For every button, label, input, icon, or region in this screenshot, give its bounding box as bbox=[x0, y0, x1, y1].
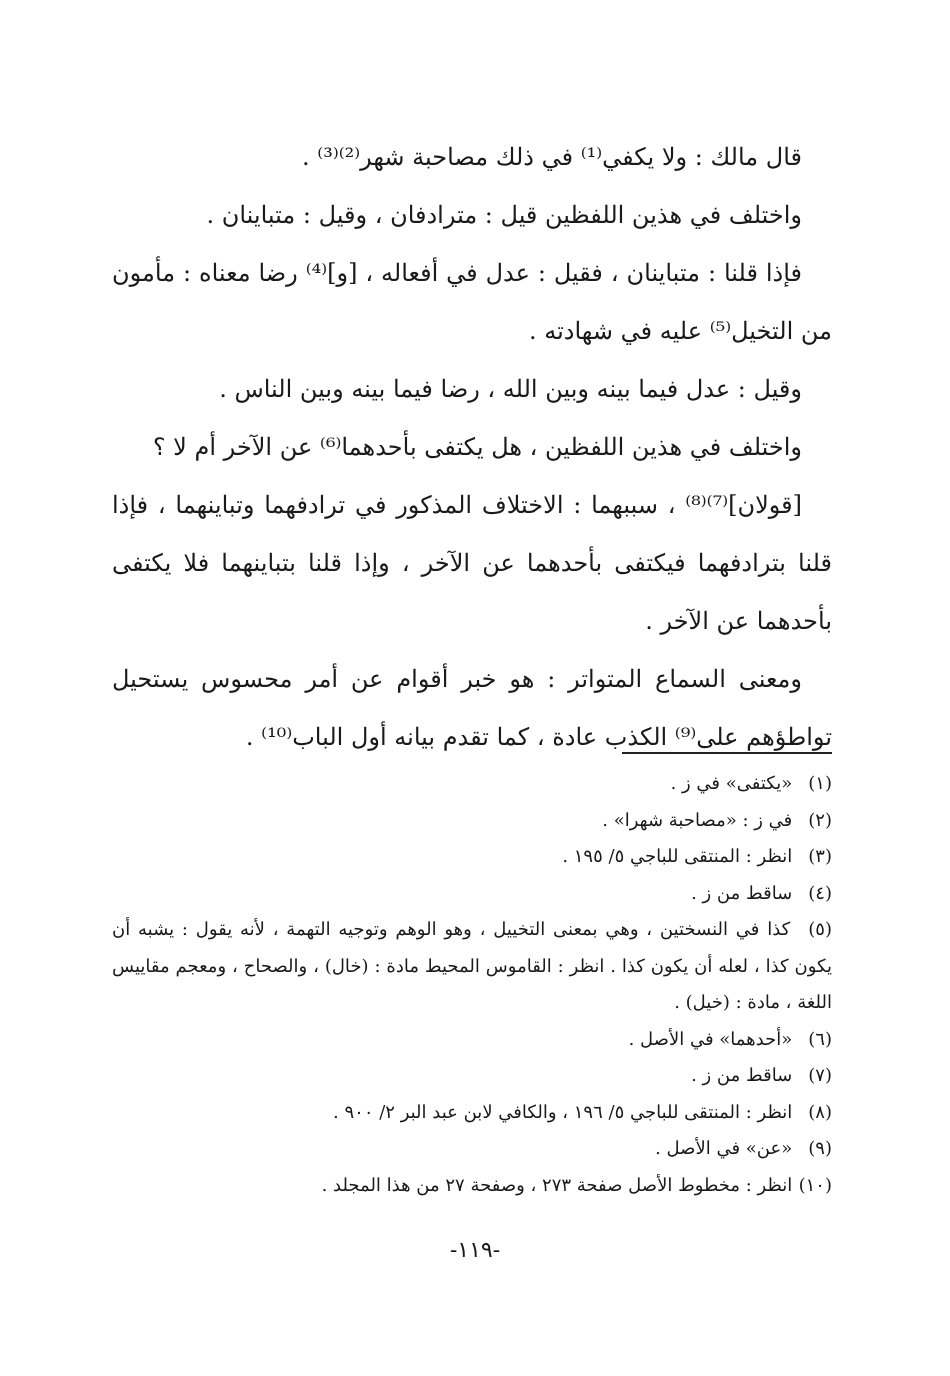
footnote bbox=[112, 839, 832, 876]
footnote-text: انظر : المنتقى للباجي ٥/ ١٩٦ ، والكافي لابن عبد البر ٢/ ٩٠٠ . bbox=[333, 1101, 793, 1123]
footnote-number: (٥) bbox=[808, 919, 832, 940]
footnote-number: (٧) bbox=[808, 1065, 832, 1086]
footnote-number: (٢) bbox=[808, 809, 832, 831]
footnote bbox=[112, 912, 832, 1022]
footnote-text: كذا في النسختين ، وهي بمعنى التخييل ، وهو الوهم وتوجيه التهمة ، لأنه يقول : يشبه أن يكون كذا ، لعله أن يكون كذا . انظر : القاموس المحيط مادة : (خال) ، والصحاح ، ومعجم مقاييس اللغة ، مادة : (خيل) . bbox=[112, 919, 832, 1013]
paragraph: واختلف في هذين اللفظين قيل : مترادفان ، وقيل : متباينان . bbox=[206, 201, 802, 229]
footnote-text: «يكتفى» في ز . bbox=[670, 773, 793, 794]
footnote bbox=[112, 1168, 832, 1205]
footnote-number: (٨) bbox=[808, 1101, 832, 1123]
footnote bbox=[112, 766, 832, 803]
footnote-number: (٣) bbox=[808, 846, 832, 867]
footnote bbox=[112, 1131, 832, 1168]
footnote-number: (١٠) bbox=[798, 1174, 832, 1196]
paragraph: [قولان]⁽⁷⁾⁽⁸⁾ ، سببهما : الاختلاف المذكور في ترادفهما وتباينهما ، فإذا قلنا بترادفهما فيكتفى بأحدهما عن الآخر ، وإذا قلنا بتباينهما فلا يكتفى بأحدهما عن الآخر . bbox=[112, 491, 832, 635]
footnote-text: «عن» في الأصل . bbox=[655, 1138, 793, 1159]
footnote-number: (٩) bbox=[808, 1138, 832, 1159]
page-number: -١١٩- bbox=[449, 1238, 501, 1263]
footnote-text: ساقط من ز . bbox=[691, 1065, 793, 1086]
footnote-number: (٦) bbox=[808, 1028, 832, 1050]
footnote-divider bbox=[622, 752, 832, 754]
footnote bbox=[112, 1058, 832, 1095]
paragraph: فإذا قلنا : متباينان ، فقيل : عدل في أفعاله ، [و]⁽⁴⁾ رضا معناه : مأمون من التخيل⁽⁵⁾ عليه في شهادته . bbox=[112, 259, 832, 345]
paragraph: قال مالك : ولا يكفي⁽¹⁾ في ذلك مصاحبة شهر⁽²⁾⁽³⁾ . bbox=[302, 143, 802, 171]
main-text bbox=[112, 128, 832, 766]
footnote-number: (١) bbox=[808, 773, 832, 794]
footnote-text: في ز : «مصاحبة شهرا» . bbox=[602, 809, 793, 831]
paragraph: ومعنى السماع المتواتر : هو خبر أقوام عن أمر محسوس يستحيل تواطؤهم على⁽⁹⁾ الكذب عادة ، كما تقدم بيانه أول الباب⁽¹⁰⁾ . bbox=[112, 665, 832, 751]
footnote-text: انظر : مخطوط الأصل صفحة ٢٧٣ ، وصفحة ٢٧ من هذا المجلد . bbox=[321, 1174, 793, 1196]
footnote bbox=[112, 803, 832, 840]
footnote bbox=[112, 1095, 832, 1132]
footnotes bbox=[112, 766, 832, 1204]
footnote-text: انظر : المنتقى للباجي ٥/ ١٩٥ . bbox=[562, 846, 793, 867]
paragraph: وقيل : عدل فيما بينه وبين الله ، رضا فيما بينه وبين الناس . bbox=[219, 375, 802, 403]
paragraph: واختلف في هذين اللفظين ، هل يكتفى بأحدهما⁽⁶⁾ عن الآخر أم لا ؟ bbox=[152, 433, 802, 461]
footnote-text: ساقط من ز . bbox=[691, 882, 793, 904]
footnote bbox=[112, 1022, 832, 1059]
footnote-text: «أحدهما» في الأصل . bbox=[628, 1028, 793, 1050]
footnote bbox=[112, 876, 832, 913]
footnote-number: (٤) bbox=[808, 882, 832, 904]
